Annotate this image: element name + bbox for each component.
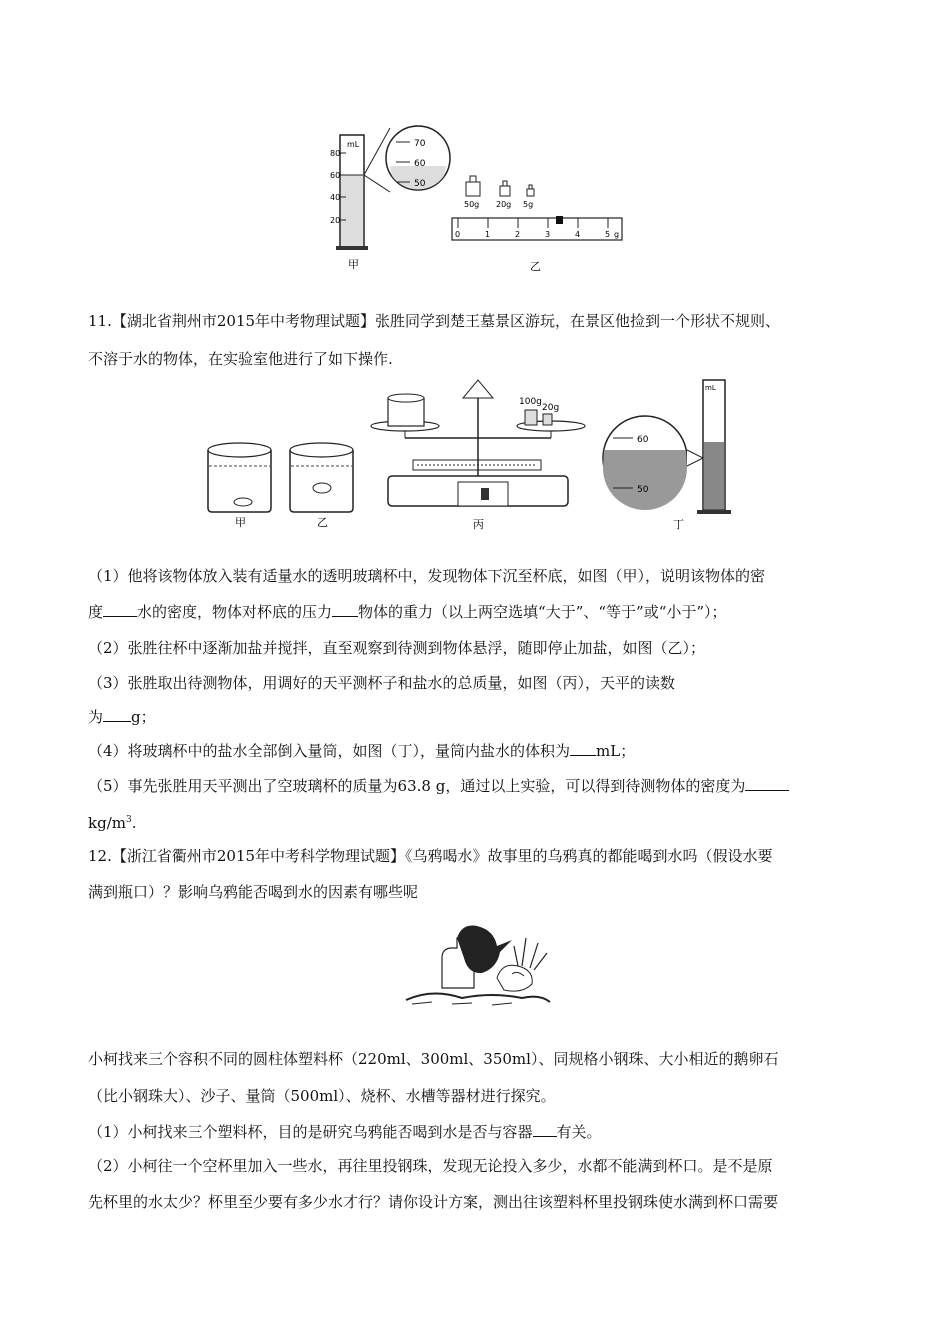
q11-label-ding: 丁 (673, 518, 684, 531)
rider-5: 5 (605, 230, 611, 239)
figure-q10 (330, 120, 630, 275)
rider-2: 2 (515, 230, 521, 239)
q12-line-1: 12.【浙江省衢州市2015年中考科学物理试题】《乌鸦喝水》故事里的乌鸦真的都能喝到水吗（假设水要 (88, 847, 773, 865)
q11-p4 (88, 741, 635, 761)
weight-50g: 50g (464, 200, 480, 209)
q11-p3a: （3）张胜取出待测物体，用调好的天平测杯子和盐水的总质量，如图（丙），天平的读数 (88, 674, 676, 692)
q11-weight-20g: 20g (542, 403, 560, 413)
q12-para1b: （比小钢珠大）、沙子、量筒（500ml）、烧杯、水槽等器材进行探究。 (88, 1087, 556, 1105)
q11-label-yi: 乙 (317, 516, 328, 529)
answer-blank-4[interactable] (570, 741, 596, 756)
crow-illustration (402, 918, 552, 1008)
cyl-tick-60: 60 (330, 171, 341, 180)
q11-p1b-mid: 水的密度，物体对杯底的压力 (137, 603, 333, 621)
answer-blank-3[interactable] (103, 707, 131, 722)
q11-p5b-end: . (131, 814, 137, 832)
q11-p5b (88, 810, 136, 833)
figure-q10-drawing (330, 120, 630, 275)
q12-para1a: 小柯找来三个容积不同的圆柱体塑料杯（220ml、300ml、350ml）、同规格小钢珠、大小相近的鹅卵石 (88, 1050, 779, 1068)
cyl-tick-40: 40 (330, 193, 341, 202)
q11-label-jia: 甲 (235, 516, 246, 529)
q11-cyl-unit: mL (705, 384, 716, 392)
zoom-tick-70: 70 (414, 139, 426, 149)
answer-blank-2[interactable] (332, 602, 358, 617)
q11-p5b-sup: 3 (125, 815, 132, 825)
q11-line-1: 11.【湖北省荆州市2015年中考物理试题】张胜同学到楚王墓景区游玩，在景区他捡到一个形状不规则、 (88, 312, 781, 330)
q11-p1a: （1）他将该物体放入装有适量水的透明玻璃杯中，发现物体下沉至杯底，如图（甲），说明该物体的密 (88, 567, 766, 585)
cyl-tick-20: 20 (330, 216, 341, 225)
q11-p3b (88, 707, 156, 727)
answer-blank-5[interactable] (745, 776, 789, 791)
rider-unit: g (614, 230, 620, 239)
q11-line-2: 不溶于水的物体，在实验室他进行了如下操作. (88, 350, 393, 368)
q11-p1b-pre: 度 (88, 603, 104, 621)
figure-q11-drawing (205, 378, 745, 533)
q12-p1-post: 有关。 (556, 1123, 602, 1141)
q11-p5a-text: （5）事先张胜用天平测出了空玻璃杯的质量为63.8 g，通过以上实验，可以得到待测物体的密度为 (88, 777, 746, 795)
zoom-tick-50: 50 (414, 179, 426, 189)
answer-blank-1[interactable] (103, 602, 137, 617)
zoom-tick-60: 60 (414, 159, 426, 169)
cyl-tick-80: 80 (330, 149, 341, 158)
q12-p1 (88, 1122, 602, 1142)
q11-p3b-post: g； (131, 708, 156, 726)
fig10-label-jia: 甲 (348, 258, 359, 271)
figure-q11 (205, 378, 745, 533)
rider-4: 4 (575, 230, 581, 239)
rider-3: 3 (545, 230, 551, 239)
q11-zoom-60: 60 (637, 435, 649, 445)
q11-p1b (88, 602, 727, 622)
q12-p1-pre: （1）小柯找来三个塑料杯，目的是研究乌鸦能否喝到水是否与容器 (88, 1123, 533, 1141)
weight-5g: 5g (523, 200, 534, 209)
cyl-unit: mL (347, 140, 360, 149)
answer-blank-6[interactable] (533, 1122, 557, 1137)
q11-p5a (88, 776, 789, 796)
q11-p4-post: mL； (596, 742, 636, 760)
crow-drawing (402, 918, 552, 1008)
rider-1: 1 (485, 230, 491, 239)
q11-label-bing: 丙 (473, 518, 484, 531)
q11-p5b-unit: kg/m (88, 814, 126, 832)
q11-weight-100g: 100g (519, 397, 542, 407)
weight-20g: 20g (496, 200, 512, 209)
fig10-label-yi: 乙 (530, 260, 541, 273)
q12-p2a: （2）小柯往一个空杯里加入一些水，再往里投钢珠，发现无论投入多少，水都不能满到杯口。是不是原 (88, 1157, 773, 1175)
rider-0: 0 (455, 230, 461, 239)
q11-p4-pre: （4）将玻璃杯中的盐水全部倒入量筒，如图（丁），量筒内盐水的体积为 (88, 742, 571, 760)
q12-p2b: 先杯里的水太少？杯里至少要有多少水才行？请你设计方案，测出往该塑料杯里投钢珠使水满到杯口需要 (88, 1193, 779, 1211)
q11-p2: （2）张胜往杯中逐渐加盐并搅拌，直至观察到待测到物体悬浮，随即停止加盐，如图（乙）； (88, 639, 706, 657)
q11-p1b-post: 物体的重力（以上两空选填“大于”、“等于”或“小于”）； (358, 603, 727, 621)
q11-p3b-pre: 为 (88, 708, 104, 726)
q11-zoom-50: 50 (637, 485, 649, 495)
q12-line-2: 满到瓶口）？影响乌鸦能否喝到水的因素有哪些呢 (88, 883, 419, 901)
